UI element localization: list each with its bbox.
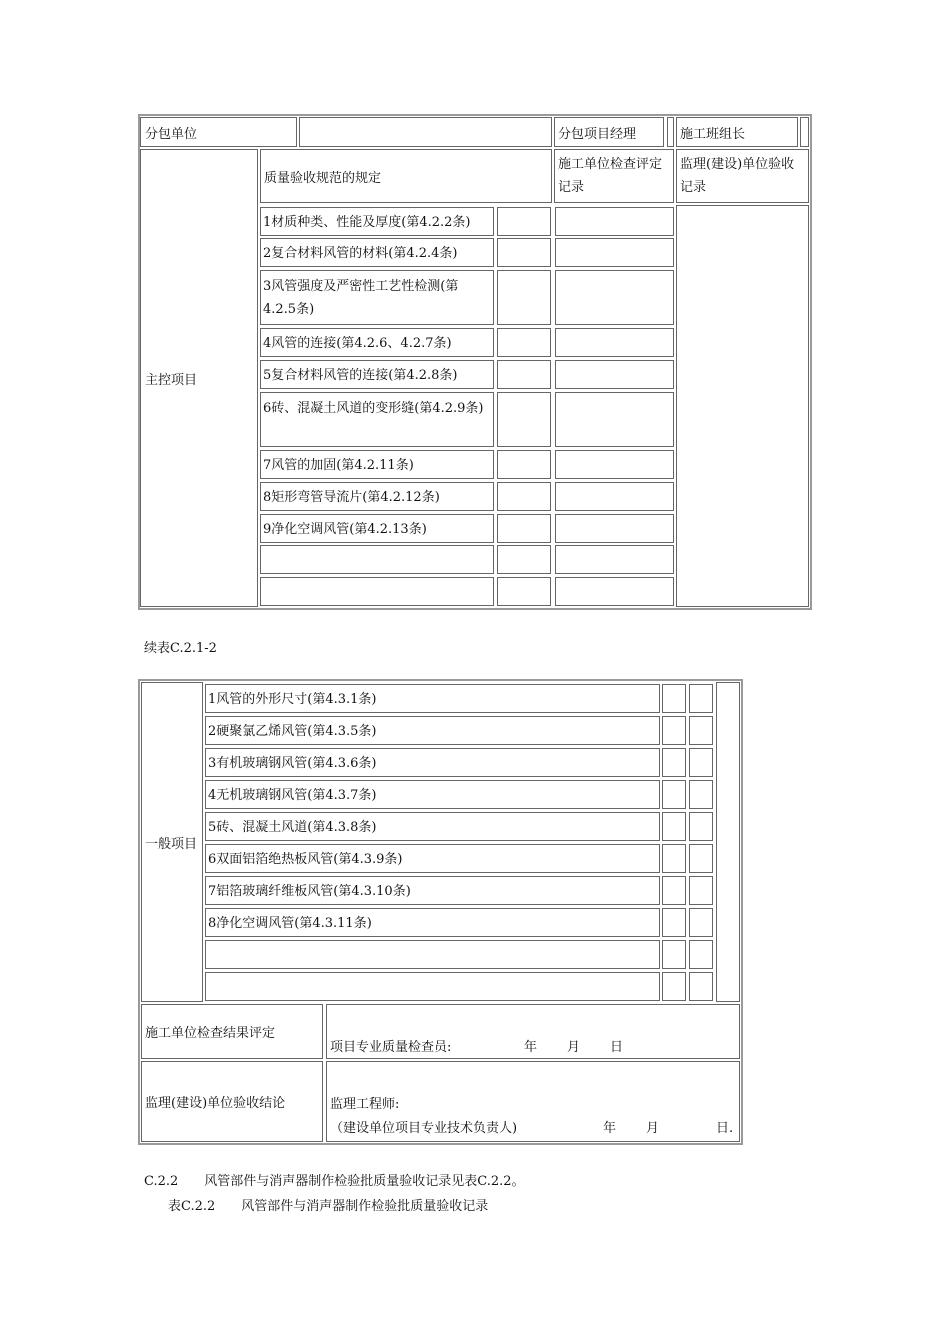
main-item-check-cell <box>497 328 551 357</box>
general-item-row <box>205 716 660 745</box>
main-item-record-cell <box>555 270 674 325</box>
general-check-cell <box>662 972 686 1001</box>
main-item-label: 8矩形弯管导流片(第4.2.12条) <box>263 490 440 505</box>
main-item-check-cell <box>497 392 551 447</box>
main-item-row <box>260 328 494 357</box>
general-check-cell <box>662 940 686 969</box>
general-item-label: 7铝箔玻璃纤维板风管(第4.3.10条) <box>208 884 411 899</box>
general-item-label: 4无机玻璃钢风管(第4.3.7条) <box>208 788 377 803</box>
general-check-cell <box>662 812 686 841</box>
general-item-row <box>205 780 660 809</box>
contractor-year: 年 <box>524 1040 538 1055</box>
main-item-check-cell <box>497 577 551 606</box>
supervisor-record-cell <box>676 205 809 607</box>
main-item-label: 2复合材料风管的材料(第4.2.4条) <box>263 246 458 261</box>
general-check-cell <box>662 844 686 873</box>
general-item-label: 6双面铝箔绝热板风管(第4.3.9条) <box>208 852 403 867</box>
general-item-label: 5砖、混凝土风道(第4.3.8条) <box>208 820 377 835</box>
main-item-row <box>260 392 494 447</box>
general-section-cell <box>141 682 203 1002</box>
table-c22-caption: 表C.2.2 风管部件与消声器制作检验批质量验收记录 <box>168 1199 489 1214</box>
spec-header-label: 质量验收规范的规定 <box>264 170 382 186</box>
general-item-row <box>205 940 660 969</box>
contractor-day: 日 <box>610 1040 624 1055</box>
general-record-cell <box>689 844 713 873</box>
main-item-record-cell <box>555 207 674 236</box>
main-item-label: 4风管的连接(第4.2.6、4.2.7条) <box>263 336 452 351</box>
sub-pm-label: 分包项目经理 <box>558 127 637 142</box>
main-item-row <box>260 450 494 479</box>
general-check-cell <box>662 780 686 809</box>
general-item-row <box>205 748 660 777</box>
main-item-row <box>260 482 494 511</box>
main-item-check-cell <box>497 270 551 325</box>
subcontractor-label: 分包单位 <box>145 127 198 142</box>
supervisor-conclusion-label: 监理(建设)单位验收结论 <box>145 1096 286 1111</box>
general-check-cell <box>662 876 686 905</box>
general-item-row <box>205 908 660 937</box>
main-item-label: 5复合材料风管的连接(第4.2.8条) <box>263 368 458 383</box>
main-item-record-cell <box>555 482 674 511</box>
general-check-cell <box>662 716 686 745</box>
main-item-check-cell <box>497 360 551 389</box>
general-item-row <box>205 684 660 713</box>
main-item-row <box>260 238 494 267</box>
main-control-section-cell <box>140 149 258 607</box>
main-item-row <box>260 360 494 389</box>
spec-header-cell <box>260 149 552 203</box>
general-item-row <box>205 812 660 841</box>
general-record-cell <box>689 812 713 841</box>
main-item-record-cell <box>555 450 674 479</box>
main-item-row <box>260 545 494 574</box>
supervisor-month: 月 <box>646 1121 660 1136</box>
general-item-row <box>205 972 660 1001</box>
team-leader-label: 施工班组长 <box>680 127 746 142</box>
main-item-row <box>260 270 494 325</box>
main-item-check-cell <box>497 207 551 236</box>
general-item-label: 3有机玻璃钢风管(第4.3.6条) <box>208 756 377 771</box>
team-leader-label-cell <box>676 117 798 147</box>
subcontractor-value-cell <box>299 117 552 147</box>
owner-tech-label: （建设单位项目专业技术负责人) <box>330 1121 518 1136</box>
main-item-row <box>260 514 494 543</box>
subcontractor-label-cell <box>140 117 297 147</box>
supervisor-conclusion-value-cell <box>326 1061 740 1142</box>
contractor-result-label: 施工单位检查结果评定 <box>145 1026 276 1041</box>
general-check-cell <box>662 908 686 937</box>
section-c22-line: C.2.2 风管部件与消声器制作检验批质量验收记录见表C.2.2。 <box>144 1174 525 1189</box>
general-item-label: 8净化空调风管(第4.3.11条) <box>208 916 372 931</box>
main-item-record-cell <box>555 514 674 543</box>
general-record-cell <box>689 780 713 809</box>
general-item-label: 2硬聚氯乙烯风管(第4.3.5条) <box>208 724 377 739</box>
continued-caption: 续表C.2.1-2 <box>144 641 217 656</box>
general-check-cell <box>662 684 686 713</box>
contractor-result-label-cell <box>141 1004 323 1059</box>
main-item-row <box>260 577 494 606</box>
general-check-cell <box>662 748 686 777</box>
main-item-check-cell <box>497 482 551 511</box>
main-item-record-cell <box>555 328 674 357</box>
contractor-month: 月 <box>567 1040 581 1055</box>
main-item-label: 3风管强度及严密性工艺性检测(第4.2.5条) <box>263 279 459 317</box>
main-item-label: 1材质种类、性能及厚度(第4.2.2条) <box>263 215 471 230</box>
general-supervisor-cell <box>716 682 740 1002</box>
main-item-record-cell <box>555 577 674 606</box>
main-item-record-cell <box>555 392 674 447</box>
general-record-cell <box>689 940 713 969</box>
general-item-label: 1风管的外形尺寸(第4.3.1条) <box>208 692 377 707</box>
main-item-label: 6砖、混凝土风道的变形缝(第4.2.9条) <box>263 401 484 416</box>
main-item-label: 7风管的加固(第4.2.11条) <box>263 458 414 473</box>
main-item-label: 9净化空调风管(第4.2.13条) <box>263 522 427 537</box>
general-record-cell <box>689 876 713 905</box>
general-section-label: 一般项目 <box>145 836 198 852</box>
sub-pm-label-cell <box>554 117 664 147</box>
main-item-record-cell <box>555 238 674 267</box>
main-item-record-cell <box>555 545 674 574</box>
general-record-cell <box>689 908 713 937</box>
supervisor-record-header-label: 监理(建设)单位验收记录 <box>680 157 795 195</box>
supervisor-day: 日. <box>716 1121 734 1136</box>
supervisor-year: 年 <box>603 1121 617 1136</box>
main-item-check-cell <box>497 545 551 574</box>
main-control-section-label: 主控项目 <box>145 372 198 388</box>
main-item-check-cell <box>497 514 551 543</box>
contractor-result-value-cell <box>326 1004 740 1059</box>
main-item-check-cell <box>497 450 551 479</box>
inspector-label: 项目专业质量检查员: <box>330 1040 452 1055</box>
main-item-row <box>260 207 494 236</box>
general-record-cell <box>689 972 713 1001</box>
supervisor-record-header-cell <box>676 149 809 203</box>
general-record-cell <box>689 684 713 713</box>
general-record-cell <box>689 716 713 745</box>
contractor-record-header-cell <box>554 149 674 203</box>
general-item-row <box>205 876 660 905</box>
supervisor-conclusion-label-cell <box>141 1061 323 1142</box>
general-item-row <box>205 844 660 873</box>
main-item-record-cell <box>555 360 674 389</box>
engineer-label: 监理工程师: <box>330 1097 400 1112</box>
general-record-cell <box>689 748 713 777</box>
contractor-record-header-label: 施工单位检查评定记录 <box>558 157 663 195</box>
main-item-check-cell <box>497 238 551 267</box>
sub-pm-value-cell <box>667 117 674 147</box>
team-leader-value-cell <box>800 117 809 147</box>
